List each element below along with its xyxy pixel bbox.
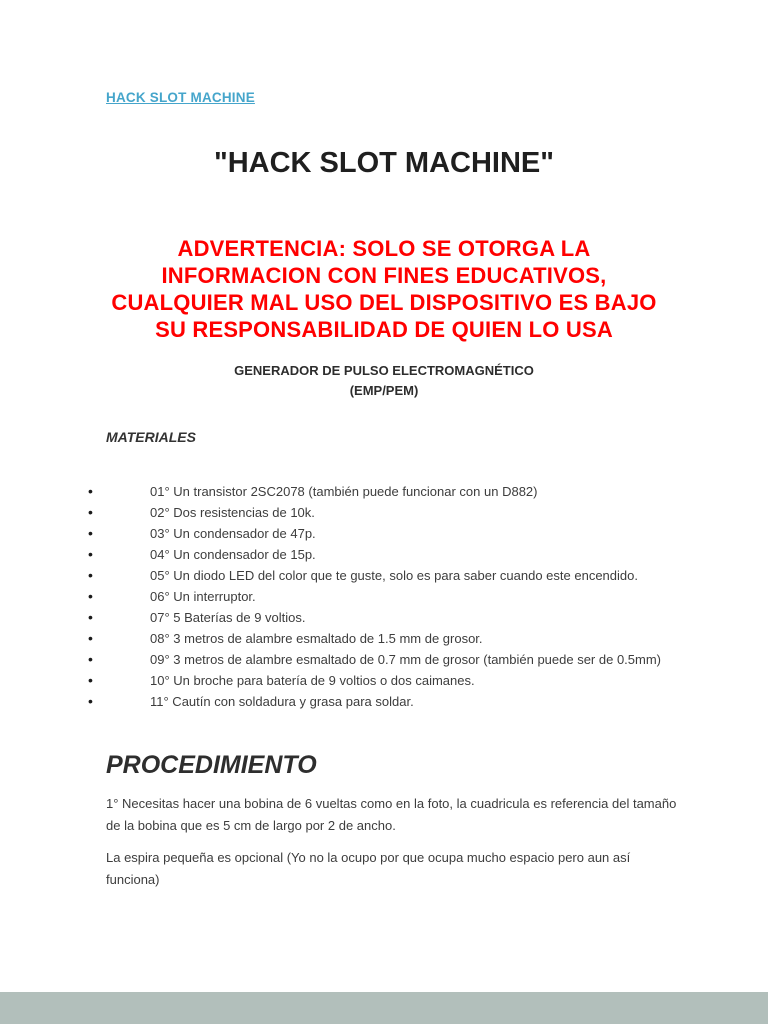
warning-line: CUALQUIER MAL USO DEL DISPOSITIVO ES BAJO (111, 290, 657, 315)
material-item: • 08° 3 metros de alambre esmaltado de 1.5 mm de grosor. (88, 628, 708, 649)
material-item: • 10° Un broche para batería de 9 voltios o dos caimanes. (88, 670, 708, 691)
document-title-link[interactable]: HACK SLOT MACHINE (106, 90, 255, 105)
material-item: • 02° Dos resistencias de 10k. (88, 502, 708, 523)
materials-heading: MATERIALES (106, 429, 196, 445)
paragraph-line: 1° Necesitas hacer una bobina de 6 vueltas como en la foto, la cuadricula es referencia del tamaño (106, 796, 677, 811)
procedure-paragraph-1 (106, 793, 706, 836)
procedure-heading: PROCEDIMIENTO (106, 751, 317, 779)
warning-line: INFORMACION CON FINES EDUCATIVOS, (161, 263, 607, 288)
material-item: • 07° 5 Baterías de 9 voltios. (88, 607, 708, 628)
warning-line: ADVERTENCIA: SOLO SE OTORGA LA (177, 236, 591, 261)
subtitle-line-2: (EMP/PEM) (349, 383, 419, 398)
warning-block (0, 235, 768, 343)
material-item: • 05° Un diodo LED del color que te guste, solo es para saber cuando este encendido. (88, 565, 708, 586)
procedure-paragraph-2 (106, 847, 706, 890)
paragraph-line: de la bobina que es 5 cm de largo por 2 de ancho. (106, 817, 396, 833)
subtitle-block (0, 361, 768, 401)
document-title: "HACK SLOT MACHINE" (213, 147, 555, 179)
material-item: • 01° Un transistor 2SC2078 (también puede funcionar con un D882) (88, 481, 708, 502)
material-item: • 03° Un condensador de 47p. (88, 523, 708, 544)
material-item: • 04° Un condensador de 15p. (88, 544, 708, 565)
material-item: • 06° Un interruptor. (88, 586, 708, 607)
materials-list (88, 481, 708, 712)
paragraph-line: funciona) (106, 871, 160, 887)
paragraph-line: La espira pequeña es opcional (Yo no la ocupo por que ocupa mucho espacio pero aun así (106, 850, 631, 865)
warning-line: SU RESPONSABILIDAD DE QUIEN LO USA (155, 317, 613, 342)
subtitle-line-1: GENERADOR DE PULSO ELECTROMAGNÉTICO (234, 363, 534, 378)
material-item: • 11° Cautín con soldadura y grasa para soldar. (88, 691, 708, 712)
material-item: • 09° 3 metros de alambre esmaltado de 0.7 mm de grosor (también puede ser de 0.5mm) (88, 649, 708, 670)
